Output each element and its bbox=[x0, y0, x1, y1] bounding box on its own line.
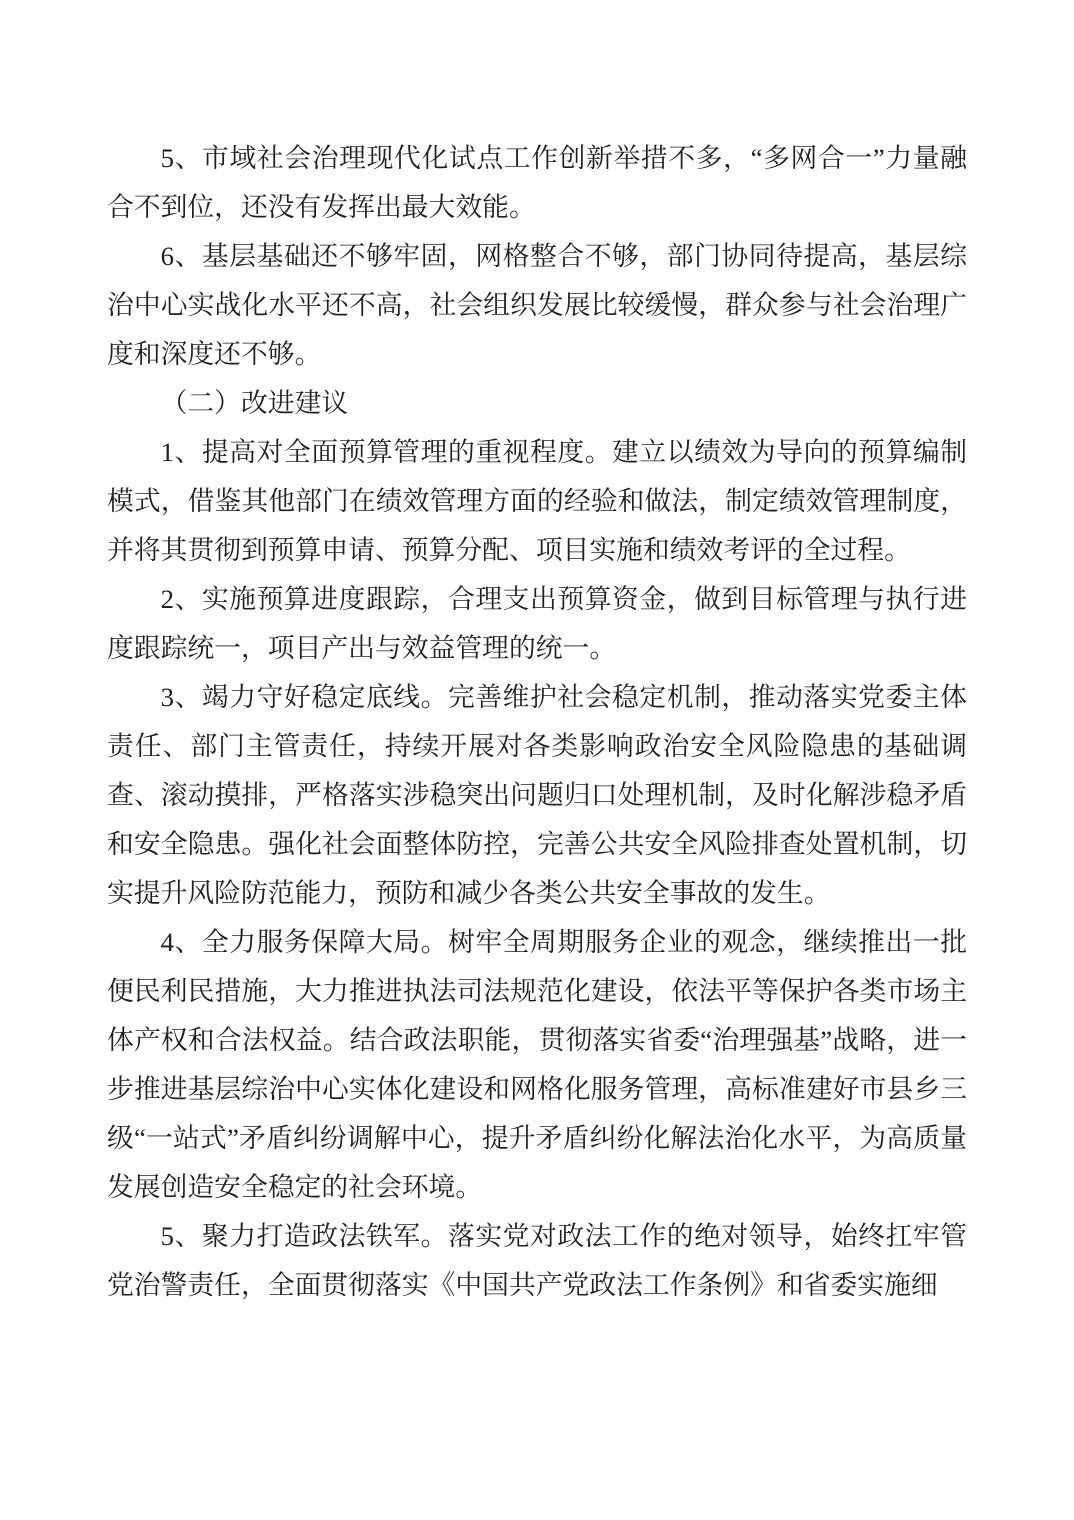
paragraph-suggestion-1: 1、提高对全面预算管理的重视程度。建立以绩效为导向的预算编制模式，借鉴其他部门在绩效管理方面的经验和做法，制定绩效管理制度，并将其贯彻到预算申请、预算分配、项目实施和绩效考评的全过程。 bbox=[107, 437, 967, 565]
paragraph-suggestion-4: 4、全力服务保障大局。树牢全周期服务企业的观念，继续推出一批便民利民措施，大力推进执法司法规范化建设，依法平等保护各类市场主体产权和合法权益。结合政法职能，贯彻落实省委“治理强基”战略，进一步推进基层综治中心实体化建设和网格化服务管理，高标准建好市县乡三级“一站式”矛盾纠纷调解中心，提升矛盾纠纷化解法治化水平，为高质量发展创造安全稳定的社会环境。 bbox=[107, 927, 967, 1202]
paragraph-suggestion-2: 2、实施预算进度跟踪，合理支出预算资金，做到目标管理与执行进度跟踪统一，项目产出与效益管理的统一。 bbox=[107, 584, 967, 663]
paragraph-suggestion-5-truncated: 5、聚力打造政法铁军。落实党对政法工作的绝对领导，始终扛牢管党治警责任，全面贯彻落实《中国共产党政法工作条例》和省委实施细 bbox=[107, 1221, 967, 1300]
paragraph-problem-6: 6、基层基础还不够牢固，网格整合不够，部门协同待提高，基层综治中心实战化水平还不高，社会组织发展比较缓慢，群众参与社会治理广度和深度还不够。 bbox=[107, 241, 967, 369]
paragraph-suggestion-3: 3、竭力守好稳定底线。完善维护社会稳定机制，推动落实党委主体责任、部门主管责任，持续开展对各类影响政治安全风险隐患的基础调查、滚动摸排，严格落实涉稳突出问题归口处理机制，及时化解涉稳矛盾和安全隐患。强化社会面整体防控，完善公共安全风险排查处置机制，切实提升风险防范能力，预防和减少各类公共安全事故的发生。 bbox=[107, 682, 967, 908]
document-body bbox=[107, 134, 967, 1310]
section-heading-improvement-suggestions: （二）改进建议 bbox=[160, 388, 349, 418]
paragraph-problem-5: 5、市域社会治理现代化试点工作创新举措不多，“多网合一”力量融合不到位，还没有发挥出最大效能。 bbox=[107, 143, 967, 222]
